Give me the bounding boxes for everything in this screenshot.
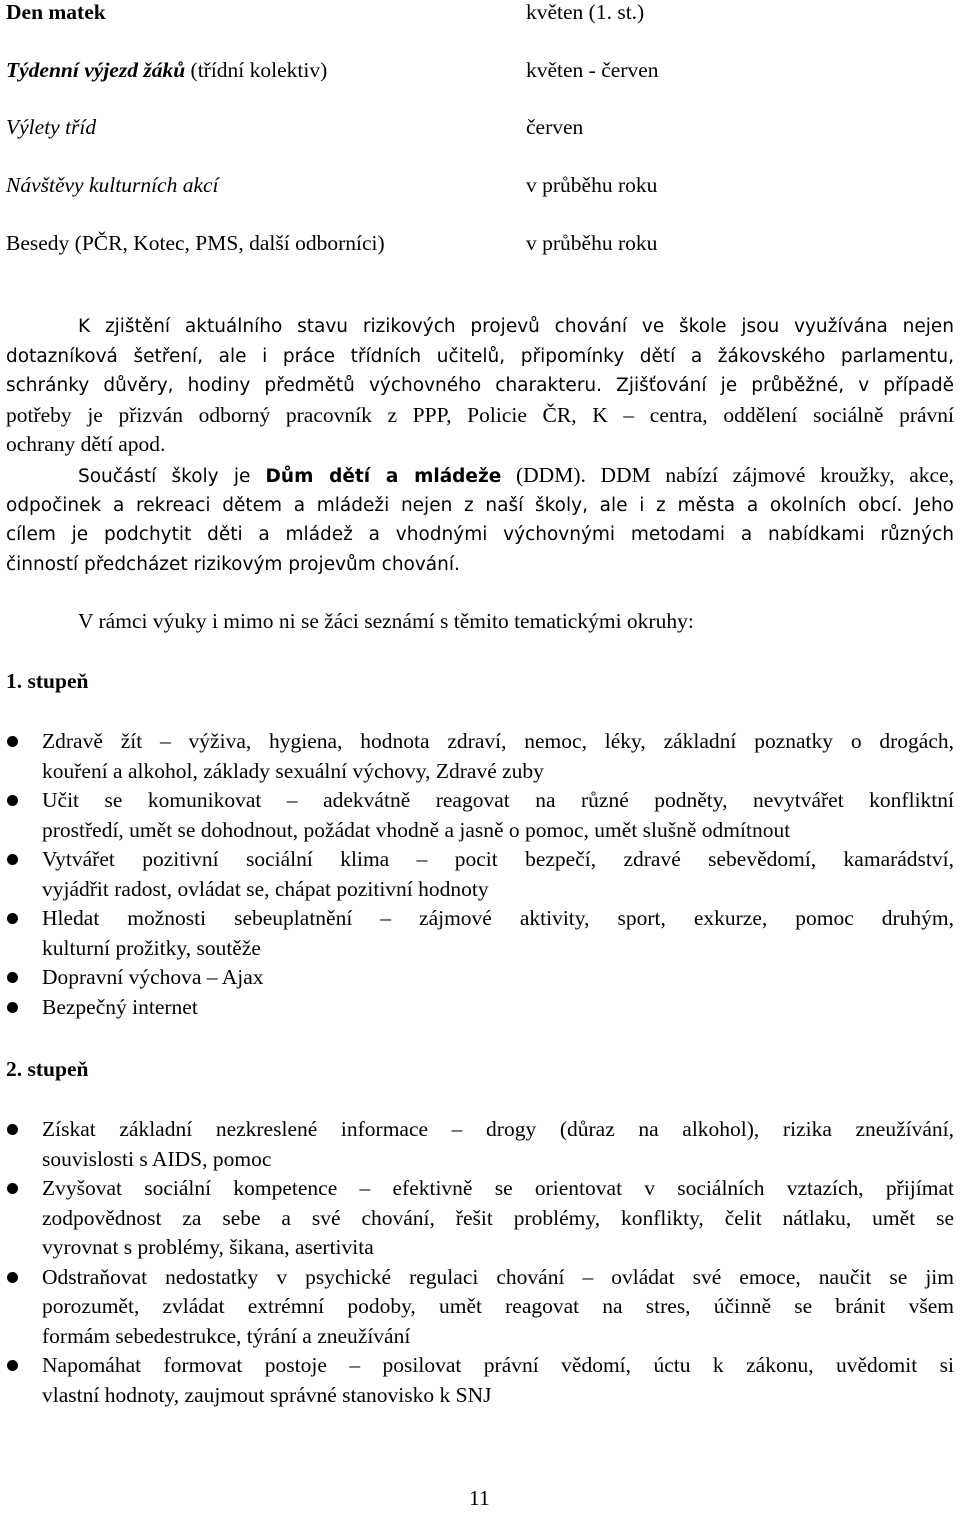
- topics-intro: V rámci výuky i mimo ni se žáci seznámí s těmito tematickými okruhy:: [78, 609, 694, 633]
- event-row: [6, 113, 946, 143]
- bullet-icon: [7, 1272, 18, 1283]
- bullet-icon: [7, 1124, 18, 1135]
- paragraph-line: dotazníková šetření, ale i práce třídních učitelů, připomínky dětí a žákovského parlamentu,: [6, 345, 954, 367]
- stage2-heading: 2. stupeň: [6, 1057, 89, 1081]
- bullet-icon: [7, 972, 18, 983]
- list-item: Zdravě žít – výživa, hygiena, hodnota zdraví, nemoc, léky, základní poznatky o drogách, kouření a alkohol, základy sexuální výchovy, Zdravé zuby: [0, 727, 954, 786]
- list-item: Učit se komunikovat – adekvátně reagovat na různé podněty, nevytvářet konfliktní prostředí, umět se dohodnout, požádat vhodně a jasně o pomoc, umět slušně odmítnout: [0, 786, 954, 845]
- stage1-heading: 1. stupeň: [6, 669, 89, 693]
- list-item: Bezpečný internet: [0, 993, 954, 1023]
- event-time: červen: [526, 115, 584, 139]
- bullet-icon: [7, 736, 18, 747]
- event-time: v průběhu roku: [526, 173, 658, 197]
- list-item: Napomáhat formovat postoje – posilovat právní vědomí, úctu k zákonu, uvědomit si vlastní hodnoty, zaujmout správné stanovisko k SNJ: [0, 1351, 954, 1410]
- event-row: [6, 56, 946, 86]
- list-item: Dopravní výchova – Ajax: [0, 963, 954, 993]
- event-row: [6, 0, 946, 28]
- bullet-icon: [7, 854, 18, 865]
- event-time: květen (1. st.): [526, 0, 645, 24]
- event-name: Den matek: [6, 0, 106, 24]
- event-name: Návštěvy kulturních akcí: [6, 173, 219, 197]
- bullet-icon: [7, 795, 18, 806]
- paragraph-line: potřeby je přizván odborný pracovník z PPP, Policie ČR, K – centra, oddělení sociálně právní: [6, 402, 954, 427]
- event-name: Týdenní výjezd žáků (třídní kolektiv): [6, 58, 328, 82]
- stage2-list: [0, 1115, 960, 1410]
- page-number: 11: [469, 1486, 490, 1510]
- list-item: Vytvářet pozitivní sociální klima – pocit bezpečí, zdravé sebevědomí, kamarádství, vyjádřit radost, ovládat se, chápat pozitivní hodnoty: [0, 845, 954, 904]
- paragraph-line: schránky důvěry, hodiny předmětů výchovného charakteru. Zjišťování je průběžné, v případě: [6, 375, 954, 396]
- bullet-icon: [7, 913, 18, 924]
- paragraph-line: činností předcházet rizikovým projevům chování.: [6, 553, 460, 575]
- event-name: Besedy (PČR, Kotec, PMS, další odborníci): [6, 231, 385, 255]
- list-item: Zvyšovat sociální kompetence – efektivně se orientovat v sociálních vztazích, přijímat zodpovědnost za sebe a své chování, řešit problémy, konflikty, čelit nátlaku, umět se vyrovnat s problémy, šikana, asertivita: [0, 1174, 954, 1263]
- bullet-icon: [7, 1002, 18, 1013]
- event-time: květen - červen: [526, 58, 659, 82]
- event-name: Výlety tříd: [6, 115, 97, 139]
- bullet-icon: [7, 1360, 18, 1371]
- paragraph-line: ochrany dětí apod.: [6, 432, 166, 456]
- stage1-list: [0, 727, 960, 1022]
- paragraph-line: Součástí školy je Dům dětí a mládeže (DDM). DDM nabízí zájmové kroužky, akce,: [78, 463, 955, 487]
- ddm-paragraph: [6, 461, 954, 579]
- list-item: Získat základní nezkreslené informace – drogy (důraz na alkohol), rizika zneužívání, souvislosti s AIDS, pomoc: [0, 1115, 954, 1174]
- paragraph-line: K zjištění aktuálního stavu rizikových projevů chování ve škole jsou využívána nejen: [78, 316, 954, 337]
- paragraph-line: odpočinek a rekreaci dětem a mládeži nejen z naší školy, ale i z města a okolních obcí. Jeho: [6, 494, 954, 516]
- list-item: Odstraňovat nedostatky v psychické regulaci chování – ovládat své emoce, naučit se jim porozumět, zvládat extrémní podoby, umět reagovat na stres, účinně se bránit všem formám sebedestrukce, týrání a zneužívání: [0, 1263, 954, 1352]
- intro-paragraph: [6, 312, 954, 460]
- list-item: Hledat možnosti sebeuplatnění – zájmové aktivity, sport, exkurze, pomoc druhým, kulturní prožitky, soutěže: [0, 904, 954, 963]
- event-row: [6, 171, 946, 201]
- event-row: [6, 229, 946, 259]
- paragraph-line: cílem je podchytit děti a mládež a vhodnými výchovnými metodami a nabídkami různých: [6, 524, 954, 545]
- bullet-icon: [7, 1183, 18, 1194]
- event-time: v průběhu roku: [526, 231, 658, 255]
